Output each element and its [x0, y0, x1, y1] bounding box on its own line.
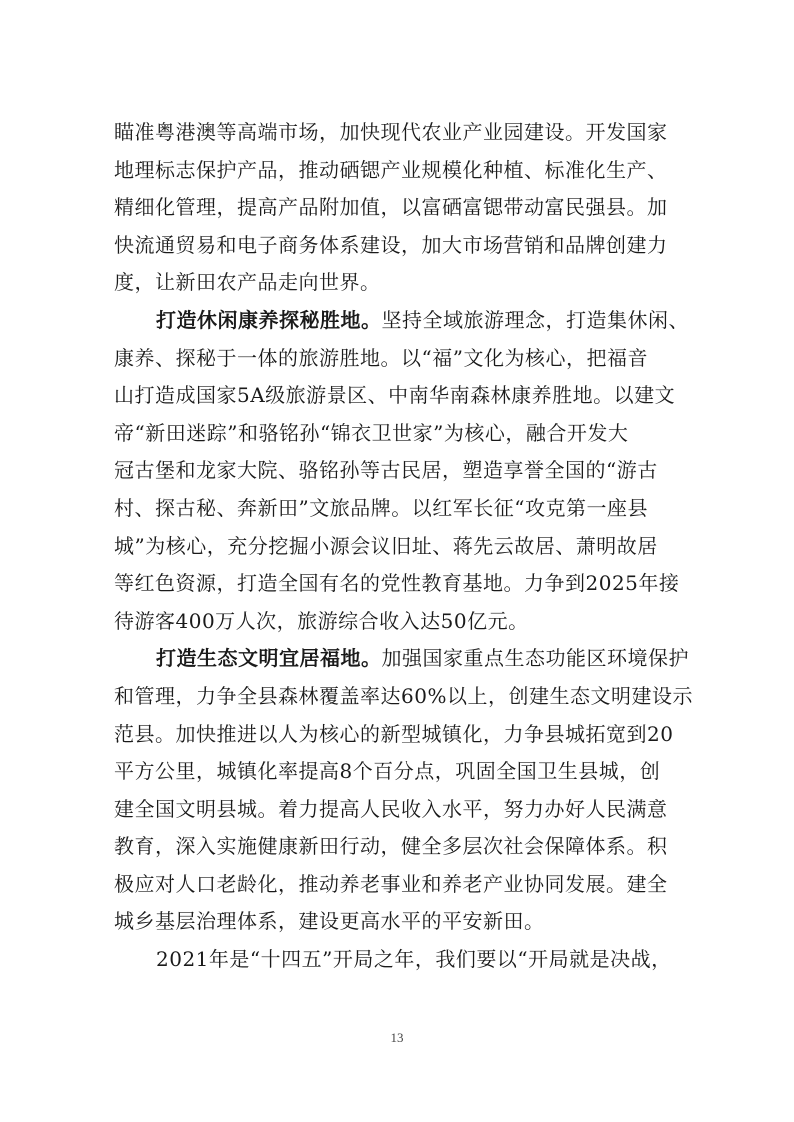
- text-line: 冠古堡和龙家大院、骆铭孙等古民居，塑造享誉全国的“游古: [114, 458, 658, 483]
- section-lead-heading: 打造生态文明宜居福地。: [156, 646, 382, 671]
- paragraph-first-line: [114, 640, 698, 678]
- page-number: 13: [390, 1030, 404, 1045]
- text-line: 帝“新田迷踪”和骆铭孙“锦衣卫世家”为核心，融合开发大: [114, 420, 629, 445]
- body-text: [114, 114, 698, 979]
- text-line: 地理标志保护产品，推动硒锶产业规模化种植、标准化生产、: [114, 157, 668, 182]
- text-line: 范县。加快推进以人为核心的新型城镇化，力争县城拓宽到20: [114, 721, 674, 746]
- text-span: 坚持全域旅游理念，打造集休闲、: [381, 307, 689, 332]
- text-line: 快流通贸易和电子商务体系建设，加大市场营销和品牌创建力: [114, 232, 668, 257]
- text-line: 等红色资源，打造全国有名的党性教育基地。力争到2025年接: [114, 571, 680, 596]
- text-line: 城”为核心，充分挖掘小源会议旧址、蒋先云故居、萧明故居: [114, 533, 658, 558]
- text-line: 教育，深入实施健康新田行动，健全多层次社会保障体系。积: [114, 834, 668, 859]
- text-line: 极应对人口老龄化，推动养老事业和养老产业协同发展。建全: [114, 871, 668, 896]
- text-line: 待游客400万人次，旅游综合收入达50亿元。: [114, 608, 529, 633]
- text-line: 村、探古秘、奔新田”文旅品牌。以红军长征“攻克第一座县: [114, 495, 648, 520]
- section-lead-heading: 打造休闲康养探秘胜地。: [156, 307, 382, 332]
- text-line: 建全国文明县城。着力提高人民收入水平，努力办好人民满意: [114, 796, 668, 821]
- text-span: 加强国家重点生态功能区环境保护: [381, 646, 689, 671]
- text-line: 和管理，力争全县森林覆盖率达60%以上，创建生态文明建设示: [114, 683, 693, 708]
- text-line: 瞄准粤港澳等高端市场，加快现代农业产业园建设。开发国家: [114, 120, 668, 144]
- paragraph-first-line: 2021年是“十四五”开局之年，我们要以“开局就是决战，: [156, 947, 672, 972]
- text-line: 康养、探秘于一体的旅游胜地。以“福”文化为核心，把福音: [114, 345, 648, 370]
- text-line: 山打造成国家5A级旅游景区、中南华南森林康养胜地。以建文: [114, 383, 676, 408]
- text-line: 度，让新田农产品走向世界。: [114, 270, 381, 295]
- paragraph-first-line: [114, 302, 698, 340]
- text-line: 城乡基层治理体系，建设更高水平的平安新田。: [114, 909, 545, 934]
- text-line: 平方公里，城镇化率提高8个百分点，巩固全国卫生县城，创: [114, 759, 661, 784]
- text-line: 精细化管理，提高产品附加值，以富硒富锶带动富民强县。加: [114, 195, 668, 220]
